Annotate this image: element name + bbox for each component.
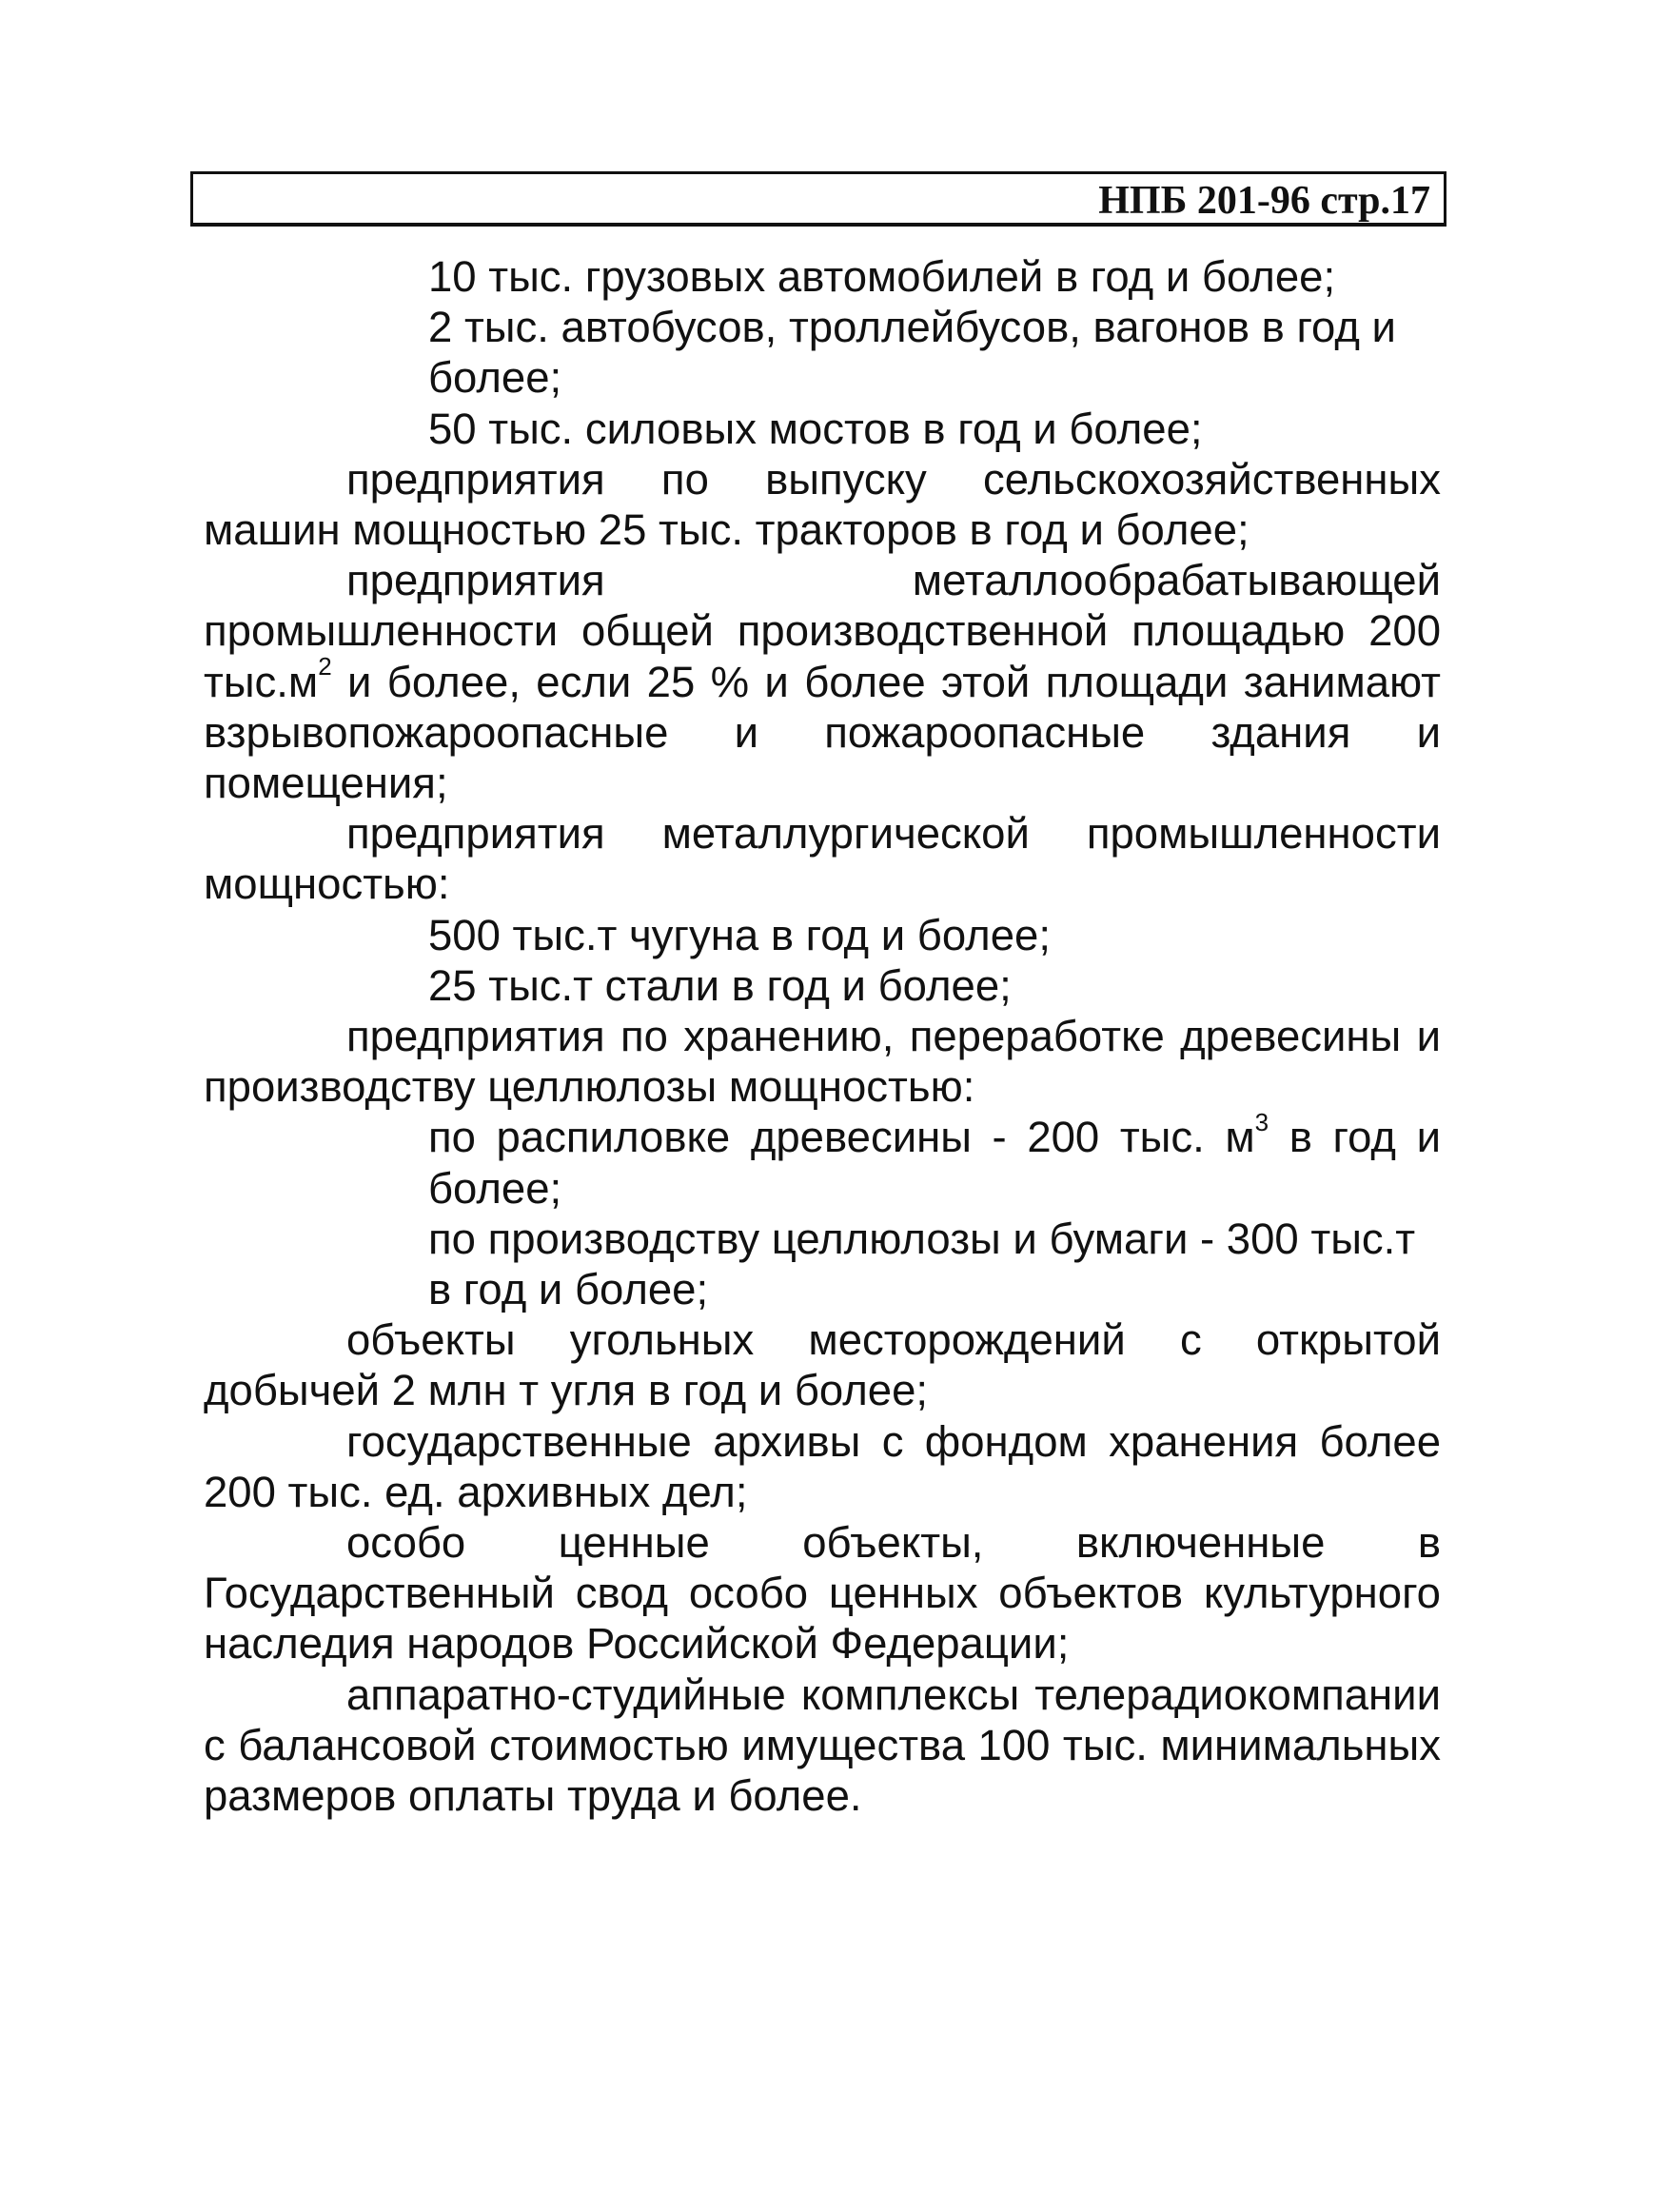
superscript: 2	[318, 652, 332, 681]
paragraph-text: по распиловке древесины - 200 тыс. м	[428, 1113, 1255, 1162]
paragraph: государственные архивы с фондом хранения более 200 тыс. ед. архивных дел;	[204, 1416, 1441, 1516]
paragraph: предприятия по хранению, переработке древесины и производству целлюлозы мощностью:	[204, 1012, 1441, 1112]
paragraph-text: предприятия металлообрабатывающей промышленности общей производственной площадью 200 тыс.м	[204, 556, 1441, 706]
paragraph: объекты угольных месторождений с открытой добычей 2 млн т угля в год и более;	[204, 1315, 1441, 1415]
paragraph-text: и более, если 25 % и более этой площади занимают взрывопожароопасные и пожароопасные здания и помещения;	[204, 657, 1441, 808]
paragraph: особо ценные объекты, включенные в Государственный свод особо ценных объектов культурного наследия народов Российской Федерации;	[204, 1518, 1441, 1669]
list-item: по производству целлюлозы и бумаги - 300 тыс.т в год и более;	[428, 1214, 1416, 1314]
list-item	[204, 1108, 1441, 1213]
list-item: 500 тыс.т чугуна в год и более;	[428, 910, 1051, 959]
superscript: 3	[1254, 1108, 1269, 1137]
document-body	[204, 251, 1441, 1821]
page-header-label: НПБ 201-96 стр.17	[1098, 179, 1430, 223]
paragraph-text: в год и более;	[428, 1113, 1441, 1213]
paragraph: предприятия по выпуску сельскохозяйственных машин мощностью 25 тыс. тракторов в год и более;	[204, 454, 1441, 555]
list-item: 25 тыс.т стали в год и более;	[428, 960, 1012, 1010]
paragraph: аппаратно-студийные комплексы телерадиокомпании с балансовой стоимостью имущества 100 тыс. минимальных размеров оплаты труда и более.	[204, 1669, 1441, 1821]
list-item: 10 тыс. грузовых автомобилей в год и более;	[428, 252, 1336, 301]
page-header	[190, 171, 1446, 227]
list-item: 2 тыс. автобусов, троллейбусов, вагонов в год и более;	[428, 303, 1396, 403]
paragraph	[204, 555, 1441, 808]
list-item: 50 тыс. силовых мостов в год и более;	[428, 404, 1203, 453]
paragraph: предприятия металлургической промышленности мощностью:	[204, 809, 1441, 909]
